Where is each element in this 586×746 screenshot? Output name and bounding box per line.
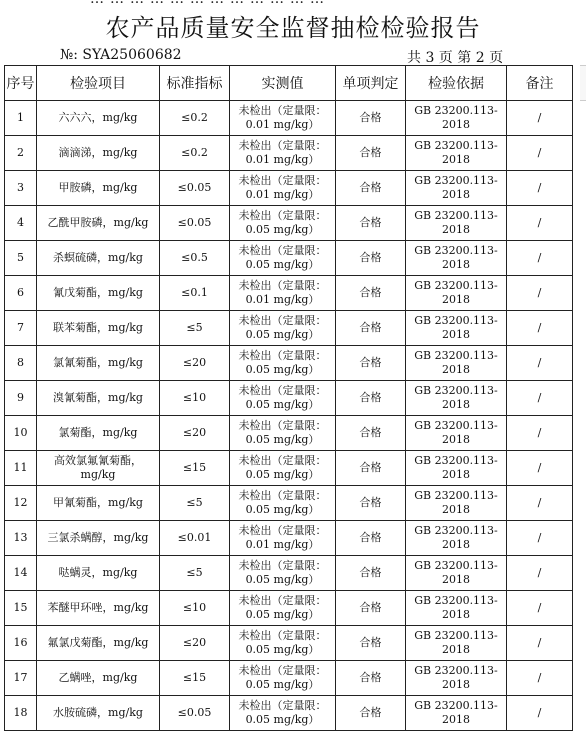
table-row: [5, 101, 573, 136]
table-row: [5, 206, 573, 241]
cell-limit: ≤20: [160, 346, 230, 381]
column-header-note: 备注: [507, 66, 573, 101]
cell-note: /: [507, 346, 573, 381]
cell-no: 10: [5, 416, 37, 451]
cell-verdict: 合格: [336, 696, 406, 731]
cell-basis: GB 23200.113-2018: [406, 136, 507, 171]
cell-item: 水胺硫磷，mg/kg: [37, 696, 160, 731]
cell-no: 4: [5, 206, 37, 241]
cell-basis: GB 23200.113-2018: [406, 101, 507, 136]
cell-verdict: 合格: [336, 276, 406, 311]
cell-verdict: 合格: [336, 171, 406, 206]
cell-result: 未检出（定量限：0.01 mg/kg）: [230, 101, 336, 136]
column-header-no: 序号: [5, 66, 37, 101]
cell-basis: GB 23200.113-2018: [406, 346, 507, 381]
cell-item: 联苯菊酯，mg/kg: [37, 311, 160, 346]
page-info-text: 共 3 页 第 2 页: [407, 50, 504, 66]
table-row: [5, 241, 573, 276]
cell-verdict: 合格: [336, 556, 406, 591]
report-number-label: №:: [60, 47, 78, 63]
table-row: [5, 626, 573, 661]
cell-verdict: 合格: [336, 381, 406, 416]
table-row: [5, 696, 573, 731]
cell-verdict: 合格: [336, 521, 406, 556]
cell-note: /: [507, 241, 573, 276]
cell-no: 2: [5, 136, 37, 171]
cell-result: 未检出（定量限：0.01 mg/kg）: [230, 136, 336, 171]
cell-result: 未检出（定量限：0.01 mg/kg）: [230, 521, 336, 556]
cell-limit: ≤0.05: [160, 171, 230, 206]
cell-limit: ≤0.2: [160, 136, 230, 171]
column-header-item: 检验项目: [37, 66, 160, 101]
inspection-table: [4, 65, 573, 731]
cell-result: 未检出（定量限：0.05 mg/kg）: [230, 486, 336, 521]
column-header-basis: 检验依据: [406, 66, 507, 101]
cell-result: 未检出（定量限：0.05 mg/kg）: [230, 696, 336, 731]
cell-no: 11: [5, 451, 37, 486]
cell-item: 杀螟硫磷，mg/kg: [37, 241, 160, 276]
cell-item: 氯氰菊酯，mg/kg: [37, 346, 160, 381]
table-row: [5, 346, 573, 381]
cell-no: 14: [5, 556, 37, 591]
cell-note: /: [507, 696, 573, 731]
cell-result: 未检出（定量限：0.05 mg/kg）: [230, 206, 336, 241]
cell-no: 13: [5, 521, 37, 556]
cell-verdict: 合格: [336, 241, 406, 276]
cell-no: 15: [5, 591, 37, 626]
cell-note: /: [507, 591, 573, 626]
cell-basis: GB 23200.113-2018: [406, 451, 507, 486]
clipped-header-text: [90, 0, 510, 5]
page-info: [407, 47, 503, 67]
column-header-verdict: 单项判定: [336, 66, 406, 101]
cell-verdict: 合格: [336, 451, 406, 486]
table-row: [5, 591, 573, 626]
cell-limit: ≤20: [160, 416, 230, 451]
cell-item: 溴氰菊酯，mg/kg: [37, 381, 160, 416]
cell-verdict: 合格: [336, 346, 406, 381]
cell-no: 6: [5, 276, 37, 311]
cell-basis: GB 23200.113-2018: [406, 416, 507, 451]
cell-no: 5: [5, 241, 37, 276]
cell-basis: GB 23200.113-2018: [406, 276, 507, 311]
cell-no: 7: [5, 311, 37, 346]
cell-no: 9: [5, 381, 37, 416]
report-number: [60, 47, 182, 63]
cell-item: 氰戊菊酯，mg/kg: [37, 276, 160, 311]
cell-item: 乙酰甲胺磷，mg/kg: [37, 206, 160, 241]
cell-basis: GB 23200.113-2018: [406, 696, 507, 731]
cell-limit: ≤0.1: [160, 276, 230, 311]
cell-item: 甲胺磷，mg/kg: [37, 171, 160, 206]
cell-item: 高效氯氟氰菊酯，mg/kg: [37, 451, 160, 486]
cell-limit: ≤0.05: [160, 696, 230, 731]
table-row: [5, 661, 573, 696]
cell-basis: GB 23200.113-2018: [406, 241, 507, 276]
cell-verdict: 合格: [336, 416, 406, 451]
cell-basis: GB 23200.113-2018: [406, 171, 507, 206]
cell-limit: ≤5: [160, 556, 230, 591]
cell-limit: ≤15: [160, 451, 230, 486]
table-row: [5, 136, 573, 171]
cell-verdict: 合格: [336, 101, 406, 136]
cell-no: 1: [5, 101, 37, 136]
cell-note: /: [507, 171, 573, 206]
cell-result: 未检出（定量限：0.05 mg/kg）: [230, 346, 336, 381]
cell-item: 哒螨灵，mg/kg: [37, 556, 160, 591]
cell-item: 苯醚甲环唑，mg/kg: [37, 591, 160, 626]
cell-limit: ≤0.2: [160, 101, 230, 136]
cell-note: /: [507, 276, 573, 311]
cell-verdict: 合格: [336, 626, 406, 661]
cell-note: /: [507, 311, 573, 346]
cell-basis: GB 23200.113-2018: [406, 381, 507, 416]
cell-basis: GB 23200.113-2018: [406, 486, 507, 521]
table-row: [5, 381, 573, 416]
cell-result: 未检出（定量限：0.01 mg/kg）: [230, 276, 336, 311]
cell-result: 未检出（定量限：0.05 mg/kg）: [230, 626, 336, 661]
cell-limit: ≤20: [160, 626, 230, 661]
cell-result: 未检出（定量限：0.05 mg/kg）: [230, 591, 336, 626]
cell-item: 三氯杀螨醇，mg/kg: [37, 521, 160, 556]
cell-no: 18: [5, 696, 37, 731]
report-title: 农产品质量安全监督抽检检验报告: [105, 14, 481, 42]
cell-verdict: 合格: [336, 486, 406, 521]
cell-item: 氟氯戊菊酯，mg/kg: [37, 626, 160, 661]
table-row: [5, 276, 573, 311]
cell-item: 甲氰菊酯，mg/kg: [37, 486, 160, 521]
table-row: [5, 311, 573, 346]
cell-verdict: 合格: [336, 591, 406, 626]
cell-item: 乙螨唑，mg/kg: [37, 661, 160, 696]
table-body: [5, 101, 573, 731]
cell-note: /: [507, 486, 573, 521]
cell-limit: ≤5: [160, 311, 230, 346]
cell-no: 3: [5, 171, 37, 206]
table-row: [5, 521, 573, 556]
cell-result: 未检出（定量限：0.05 mg/kg）: [230, 661, 336, 696]
cell-result: 未检出（定量限：0.05 mg/kg）: [230, 416, 336, 451]
column-header-limit: 标准指标: [160, 66, 230, 101]
cell-basis: GB 23200.113-2018: [406, 591, 507, 626]
cell-limit: ≤10: [160, 381, 230, 416]
cell-limit: ≤10: [160, 591, 230, 626]
cell-no: 12: [5, 486, 37, 521]
cell-verdict: 合格: [336, 311, 406, 346]
cell-limit: ≤5: [160, 486, 230, 521]
page-edge-mark: [580, 65, 586, 101]
cell-note: /: [507, 626, 573, 661]
cell-item: 滴滴涕，mg/kg: [37, 136, 160, 171]
cell-result: 未检出（定量限：0.05 mg/kg）: [230, 556, 336, 591]
cell-verdict: 合格: [336, 206, 406, 241]
cell-result: 未检出（定量限：0.05 mg/kg）: [230, 381, 336, 416]
cell-note: /: [507, 381, 573, 416]
cell-note: /: [507, 521, 573, 556]
cell-note: /: [507, 556, 573, 591]
cell-result: 未检出（定量限：0.05 mg/kg）: [230, 241, 336, 276]
cell-note: /: [507, 101, 573, 136]
column-header-result: 实测值: [230, 66, 336, 101]
cell-verdict: 合格: [336, 136, 406, 171]
cell-item: 六六六，mg/kg: [37, 101, 160, 136]
cell-limit: ≤15: [160, 661, 230, 696]
cell-note: /: [507, 206, 573, 241]
cell-item: 氯菊酯，mg/kg: [37, 416, 160, 451]
cell-basis: GB 23200.113-2018: [406, 556, 507, 591]
cell-limit: ≤0.01: [160, 521, 230, 556]
cell-basis: GB 23200.113-2018: [406, 661, 507, 696]
table-row: [5, 451, 573, 486]
cell-result: 未检出（定量限：0.05 mg/kg）: [230, 311, 336, 346]
cell-note: /: [507, 416, 573, 451]
cell-basis: GB 23200.113-2018: [406, 206, 507, 241]
cell-result: 未检出（定量限：0.05 mg/kg）: [230, 451, 336, 486]
cell-basis: GB 23200.113-2018: [406, 521, 507, 556]
report-number-value: SYA25060682: [82, 47, 182, 63]
cell-note: /: [507, 661, 573, 696]
table-row: [5, 171, 573, 206]
cell-no: 8: [5, 346, 37, 381]
cell-basis: GB 23200.113-2018: [406, 626, 507, 661]
table-row: [5, 556, 573, 591]
cell-no: 17: [5, 661, 37, 696]
cell-result: 未检出（定量限：0.01 mg/kg）: [230, 171, 336, 206]
cell-note: /: [507, 451, 573, 486]
table-row: [5, 416, 573, 451]
table-row: [5, 486, 573, 521]
cell-limit: ≤0.5: [160, 241, 230, 276]
table-header-row: [5, 66, 573, 101]
cell-note: /: [507, 136, 573, 171]
cell-no: 16: [5, 626, 37, 661]
cell-verdict: 合格: [336, 661, 406, 696]
cell-basis: GB 23200.113-2018: [406, 311, 507, 346]
cell-limit: ≤0.05: [160, 206, 230, 241]
